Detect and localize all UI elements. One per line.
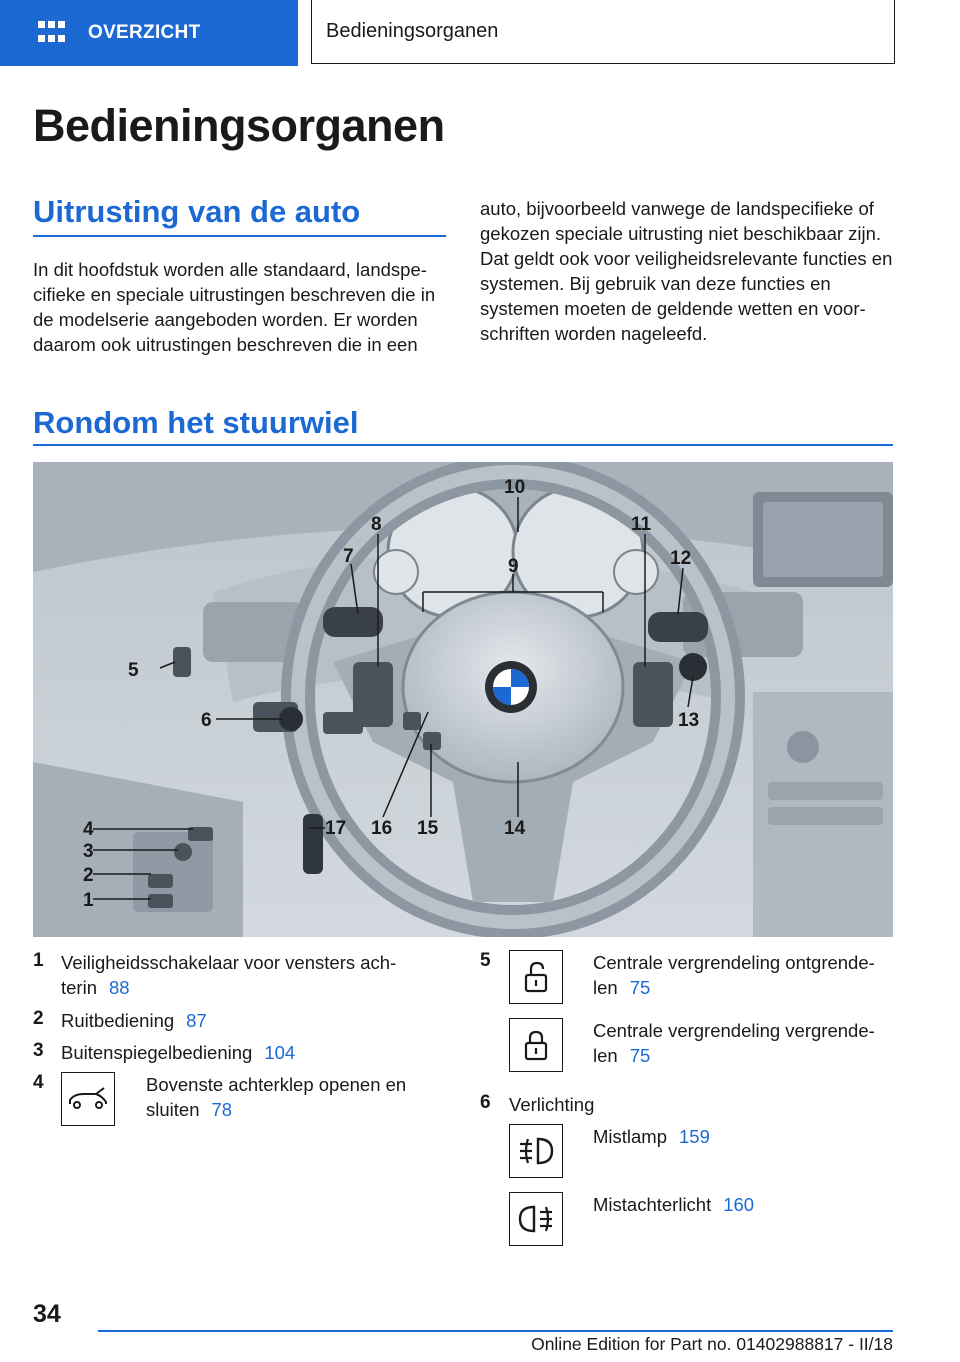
paragraph-right: auto, bijvoorbeeld vanwege de landspecifieke of gekozen speciale uitrusting niet beschikbaar zijn. Dat geldt ook voor veiligheidsrelevante functies en systemen. Bij gebruik van deze functies en systemen moeten de geldende wetten en voor-schriften worden nageleefd. [480, 198, 893, 344]
callout-6: 6 [201, 710, 212, 731]
callout-5: 5 [128, 660, 139, 681]
callout-17: 17 [325, 818, 347, 839]
tab-overview[interactable] [0, 0, 298, 66]
section-divider [33, 444, 893, 446]
callout-2: 2 [83, 865, 94, 886]
callout-14: 14 [504, 818, 526, 839]
legend-number: 2 [33, 1008, 44, 1029]
page-ref-link[interactable]: 75 [629, 977, 651, 998]
rear-fog-light-icon [509, 1192, 563, 1246]
callout-16: 16 [371, 818, 393, 839]
section-heading-equipment: Uitrusting van de auto [33, 194, 361, 229]
callout-7: 7 [343, 546, 354, 567]
legend-number: 1 [33, 950, 44, 971]
callout-12: 12 [670, 548, 692, 569]
callout-13: 13 [678, 710, 700, 731]
paragraph-left: In dit hoofdstuk worden alle standaard, landspe-cifieke en speciale uitrustingen beschreven die in de modelserie aangeboden worden. Er worden daarom ook uitrustingen beschreven die in een [33, 259, 436, 355]
footer-divider [98, 1330, 893, 1332]
legend-item-power-windows: Ruitbediening 87 [61, 1010, 207, 1031]
lock-icon [509, 1018, 563, 1072]
callout-9: 9 [508, 556, 519, 577]
callout-4: 4 [83, 819, 94, 840]
callout-10: 10 [504, 477, 526, 498]
page-ref-link[interactable]: 104 [264, 1042, 296, 1063]
legend-item-lighting: Verlichting [509, 1094, 595, 1115]
callout-3: 3 [83, 841, 94, 862]
tab-overview-label: OVERZICHT [88, 22, 201, 43]
legend-item-fog-lamp: Mistlamp 159 [593, 1126, 710, 1147]
page-number: 34 [33, 1300, 61, 1328]
legend-item-tailgate: Bovenste achterklep openen en sluiten 78 [146, 1074, 407, 1120]
legend-item-mirror-control: Buitenspiegelbediening 104 [61, 1042, 296, 1063]
tailgate-icon [61, 1072, 115, 1126]
legend-item-central-unlock: Centrale vergrendeling ontgrende-len 75 [593, 952, 875, 998]
legend-number: 3 [33, 1040, 44, 1061]
callout-15: 15 [417, 818, 439, 839]
page-ref-link[interactable]: 159 [679, 1126, 710, 1147]
legend-item-rear-fog-light: Mistachterlicht 160 [593, 1194, 755, 1215]
grid-menu-icon [38, 21, 66, 45]
legend-number: 5 [480, 950, 491, 971]
section-divider [33, 235, 446, 237]
legend-number: 6 [480, 1092, 491, 1113]
front-fog-light-icon [509, 1124, 563, 1178]
steering-wheel-illustration [33, 462, 893, 937]
unlock-icon [509, 950, 563, 1004]
page-ref-link[interactable]: 87 [186, 1010, 207, 1031]
legend-item-central-lock: Centrale vergrendeling vergrende-len 75 [593, 1020, 875, 1066]
page-title: Bedieningsorganen [33, 100, 445, 151]
page-ref-link[interactable]: 75 [629, 1045, 651, 1066]
callout-1: 1 [83, 890, 94, 911]
legend-item-rear-window-safety: Veiligheidsschakelaar voor vensters ach-terin 88 [61, 952, 397, 998]
footer-edition: Online Edition for Part no. 01402988817 - II/18 [531, 1334, 893, 1354]
callout-11: 11 [631, 514, 652, 535]
section-heading-steering-wheel: Rondom het stuurwiel [33, 405, 359, 440]
tab-current-label: Bedieningsorganen [326, 20, 499, 42]
page-ref-link[interactable]: 160 [723, 1194, 755, 1215]
legend-number: 4 [33, 1072, 44, 1093]
tab-current-chapter[interactable] [311, 0, 895, 64]
page-ref-link[interactable]: 78 [211, 1099, 233, 1120]
callout-8: 8 [371, 514, 382, 535]
page-ref-link[interactable]: 88 [109, 977, 130, 998]
